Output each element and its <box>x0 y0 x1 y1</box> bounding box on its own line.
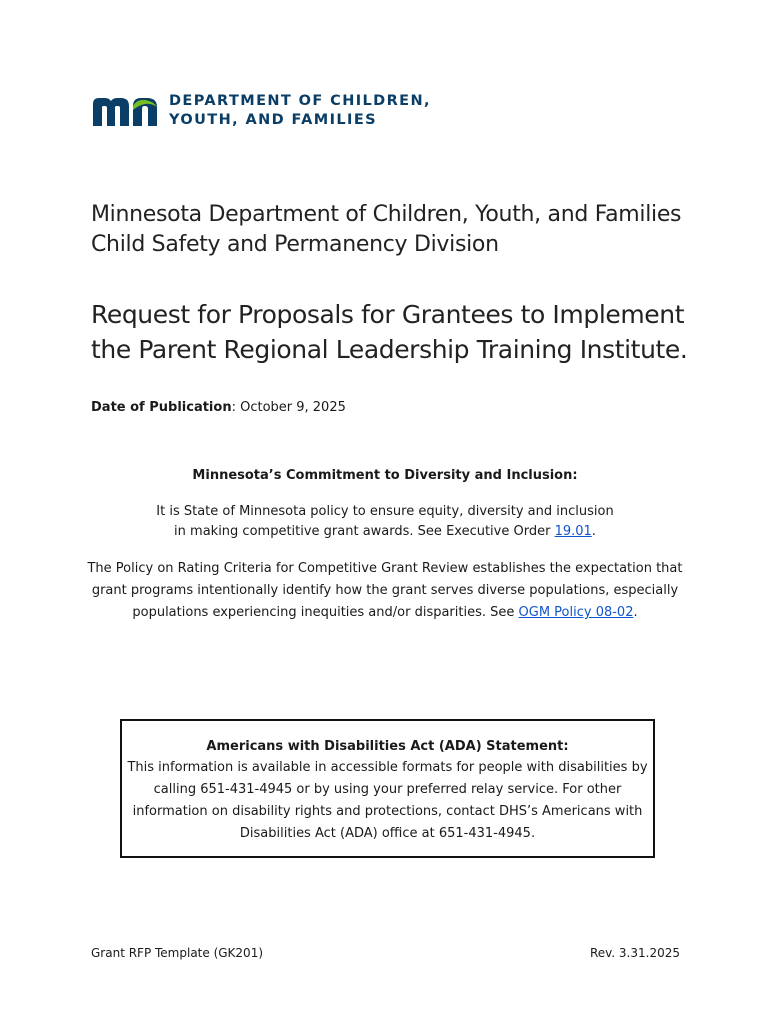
ada-statement-box <box>120 719 655 858</box>
division-name: Child Safety and Permanency Division <box>91 232 499 257</box>
executive-order-link[interactable]: 19.01 <box>554 524 592 539</box>
logo-line-2: YOUTH, AND FAMILIES <box>169 112 377 128</box>
minnesota-logo-mark <box>91 94 159 128</box>
diversity-p2-line-1: The Policy on Rating Criteria for Competitive Grant Review establishes the expectation that <box>87 561 683 576</box>
diversity-p2-line-3 <box>0 602 770 624</box>
diversity-p2-line-3-text: populations experiencing inequities and/or disparities. See <box>132 605 519 620</box>
ada-line-3: information on disability rights and protections, contact DHS’s Americans with <box>132 804 643 819</box>
rfp-title-line-1: Request for Proposals for Grantees to Implement <box>91 300 685 329</box>
diversity-p1-suffix: . <box>591 524 596 539</box>
dcyf-logo <box>91 92 431 130</box>
rfp-title-line-2: the Parent Regional Leadership Training Institute. <box>91 335 688 364</box>
rfp-title <box>91 297 687 367</box>
ada-line-2: calling 651-431-4945 or by using your preferred relay service. For other <box>153 782 622 797</box>
publication-date <box>91 398 346 418</box>
diversity-p2-suffix: . <box>633 605 638 620</box>
publication-date-value: October 9, 2025 <box>240 400 346 415</box>
organization-heading <box>91 200 681 260</box>
ada-heading: Americans with Disabilities Act (ADA) Statement: <box>206 739 569 754</box>
publication-date-label: Date of Publication <box>91 400 232 415</box>
logo-wordmark <box>169 92 431 130</box>
department-name: Minnesota Department of Children, Youth, and Families <box>91 202 682 227</box>
diversity-paragraph-2 <box>0 558 770 624</box>
ada-body <box>122 757 653 845</box>
diversity-p1-line-2-text: in making competitive grant awards. See Executive Order <box>174 524 555 539</box>
ogm-policy-link[interactable]: OGM Policy 08-02 <box>518 605 634 620</box>
footer-revision: Rev. 3.31.2025 <box>589 946 680 960</box>
ada-line-1: This information is available in accessible formats for people with disabilities by <box>127 760 648 775</box>
diversity-heading: Minnesota’s Commitment to Diversity and Inclusion: <box>192 468 578 483</box>
ada-line-4: Disabilities Act (ADA) office at 651-431-4945. <box>239 826 536 841</box>
publication-date-separator: : <box>231 400 241 415</box>
diversity-paragraph-1 <box>0 502 770 542</box>
diversity-p2-line-2: grant programs intentionally identify how the grant serves diverse populations, especially <box>91 583 679 598</box>
footer-template-name: Grant RFP Template (GK201) <box>91 946 264 960</box>
logo-line-1: DEPARTMENT OF CHILDREN, <box>169 93 431 109</box>
diversity-p1-line-2 <box>0 522 770 542</box>
diversity-p1-line-1: It is State of Minnesota policy to ensure equity, diversity and inclusion <box>156 504 614 519</box>
